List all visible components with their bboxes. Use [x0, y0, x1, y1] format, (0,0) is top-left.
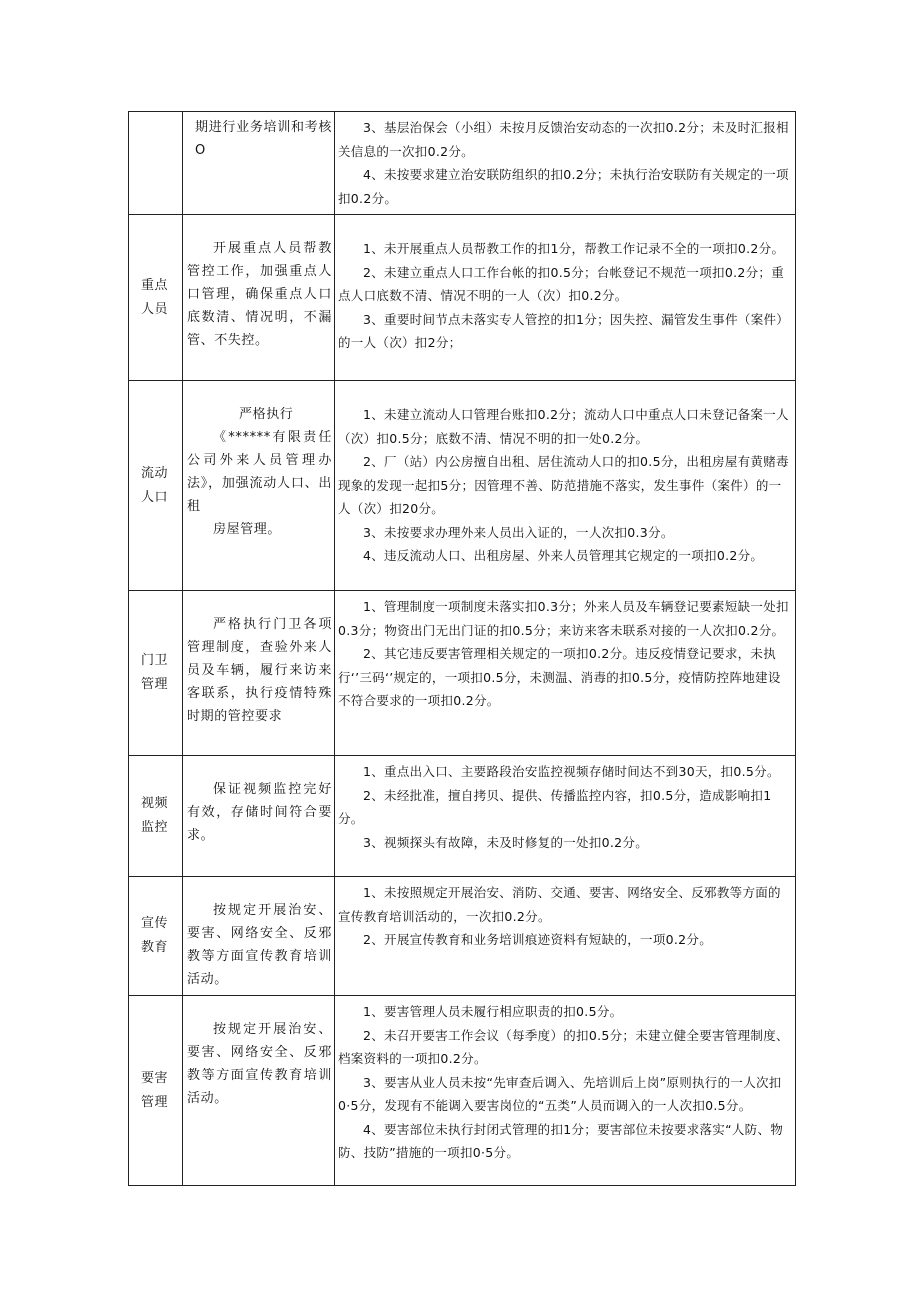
criteria-item: 2、未建立重点人口工作台帐的扣0.5分；台帐登记不规范一项扣0.2分；重点人口底数不清、情况不明的一人（次）扣0.2分。: [338, 264, 785, 303]
criteria-item: 4、未按要求建立治安联防组织的扣0.2分；未执行治安联防有关规定的一项扣0.2分。: [338, 167, 789, 206]
requirement-text: 开展重点人员帮教管控工作，加强重点人口管理，确保重点人口底数清、情况明，不漏管、不失控。: [187, 241, 332, 348]
criteria-cell: [335, 996, 796, 1186]
assessment-table: [128, 111, 796, 1186]
category-cell: 流动人口: [129, 381, 183, 591]
category-cell: 视频监控: [129, 756, 183, 877]
criteria-item: 3、要害从业人员未按“先审查后调入、先培训后上岗”原则执行的一人次扣0·5分，发现有不能调入要害岗位的“五类”人员而调入的一人次扣0.5分。: [338, 1074, 782, 1113]
requirement-text: 按规定开展治安、要害、网络安全、反邪教等方面宣传教育培训活动。: [187, 903, 332, 987]
criteria-item: 1、未开展重点人员帮教工作的扣1分，帮教工作记录不全的一项扣0.2分。: [363, 241, 785, 256]
table-row: [129, 112, 796, 215]
table-row: [129, 877, 796, 996]
criteria-item: 2、未召开要害工作会议（每季度）的扣0.5分；未建立健全要害管理制度、档案资料的一项扣0.2分。: [338, 1027, 789, 1066]
criteria-cell: [335, 381, 796, 591]
criteria-item: 3、重要时间节点未落实专人管控的扣1分；因失控、漏管发生事件（案件）的一人（次）扣2分；: [338, 311, 790, 350]
criteria-item: 1、管理制度一项制度未落实扣0.3分；外来人员及车辆登记要素短缺一处扣0.3分；物资出门无出门证的扣0.5分；来访来客未联系对接的一人次扣0.2分。: [338, 599, 789, 638]
category-cell: 要害管理: [129, 996, 183, 1186]
criteria-item: 2、未经批准，擅自拷贝、提供、传播监控内容，扣0.5分，造成影响扣1分。: [338, 787, 772, 826]
criteria-item: 2、开展宣传教育和业务培训痕迹资料有短缺的，一项0.2分。: [363, 932, 713, 947]
criteria-item: 1、要害管理人员未履行相应职责的扣0.5分。: [363, 1004, 623, 1019]
table-row: [129, 381, 796, 591]
table-row: [129, 996, 796, 1186]
criteria-item: 3、视频探头有故障，未及时修复的一处扣0.2分。: [363, 834, 649, 850]
criteria-cell: [335, 591, 796, 756]
criteria-item: 1、重点出入口、主要路段治安监控视频存储时间达不到30天，扣0.5分。: [363, 764, 780, 779]
requirement-text: 保证视频监控完好有效，存储时间符合要求。: [187, 782, 332, 843]
requirement-cell: [183, 877, 335, 996]
category-cell: 宣传教育: [129, 877, 183, 996]
table-row: [129, 756, 796, 877]
category-cell: 门卫管理: [129, 591, 183, 756]
criteria-item: 2、其它违反要害管理相关规定的一项扣0.2分。违反疫情登记要求，未执行‘’三码‘’规定的，一项扣0.5分，未测温、消毒的扣0.5分，疫情防控阵地建设不符合要求的一项扣0.2分。: [338, 646, 781, 708]
category-cell: 重点人员: [129, 215, 183, 381]
requirement-text: 《******有限责任公司外来人员管理办法》，加强流动人口、出租: [187, 430, 332, 514]
criteria-cell: [335, 756, 796, 877]
requirement-text: 严格执行门卫各项管理制度，查验外来人员及车辆，履行来访来客联系，执行疫情特殊时期的管控要求: [187, 617, 332, 724]
table-row: [129, 215, 796, 381]
requirement-cell: [183, 756, 335, 877]
requirement-cell: [183, 591, 335, 756]
criteria-cell: [335, 215, 796, 381]
requirement-text: 房屋管理。: [213, 522, 282, 537]
requirement-cell: [183, 996, 335, 1186]
criteria-item: 3、基层治保会（小组）未按月反馈治安动态的一次扣0.2分；未及时汇报相关信息的一次扣0.2分。: [338, 120, 789, 159]
requirement-cell: [183, 381, 335, 591]
category-cell: [129, 112, 183, 215]
criteria-cell: [335, 877, 796, 996]
criteria-item: 1、未建立流动人口管理台账扣0.2分；流动人口中重点人口未登记备案一人（次）扣0.5分；底数不清、情况不明的扣一处0.2分。: [338, 407, 789, 446]
criteria-item: 1、未按照规定开展治安、消防、交通、要害、网络安全、反邪教等方面的宣传教育培训活动的，一次扣0.2分。: [338, 885, 781, 924]
requirement-cell: [183, 215, 335, 381]
criteria-cell: [335, 112, 796, 215]
criteria-item: 4、违反流动人口、出租房屋、外来人员管理其它规定的一项扣0.2分。: [363, 548, 764, 563]
requirement-text: 按规定开展治安、要害、网络安全、反邪教等方面宣传教育培训活动。: [187, 1022, 332, 1106]
criteria-item: 2、厂（站）内公房擅自出租、居住流动人口的扣0.5分，出租房屋有黄赌毒现象的发现一起扣5分；因管理不善、防范措施不落实，发生事件（案件）的一人（次）扣20分。: [338, 454, 789, 516]
table-row: [129, 591, 796, 756]
criteria-item: 4、要害部位未执行封闭式管理的扣1分；要害部位未按要求落实“人防、物防、技防”措施的一项扣0·5分。: [338, 1121, 784, 1160]
criteria-item: 3、未按要求办理外来人员出入证的，一人次扣0.3分。: [363, 524, 674, 540]
requirement-text: 期进行业务培训和考核O: [195, 120, 332, 158]
requirement-text: 严格执行: [239, 407, 294, 422]
requirement-cell: [183, 112, 335, 215]
